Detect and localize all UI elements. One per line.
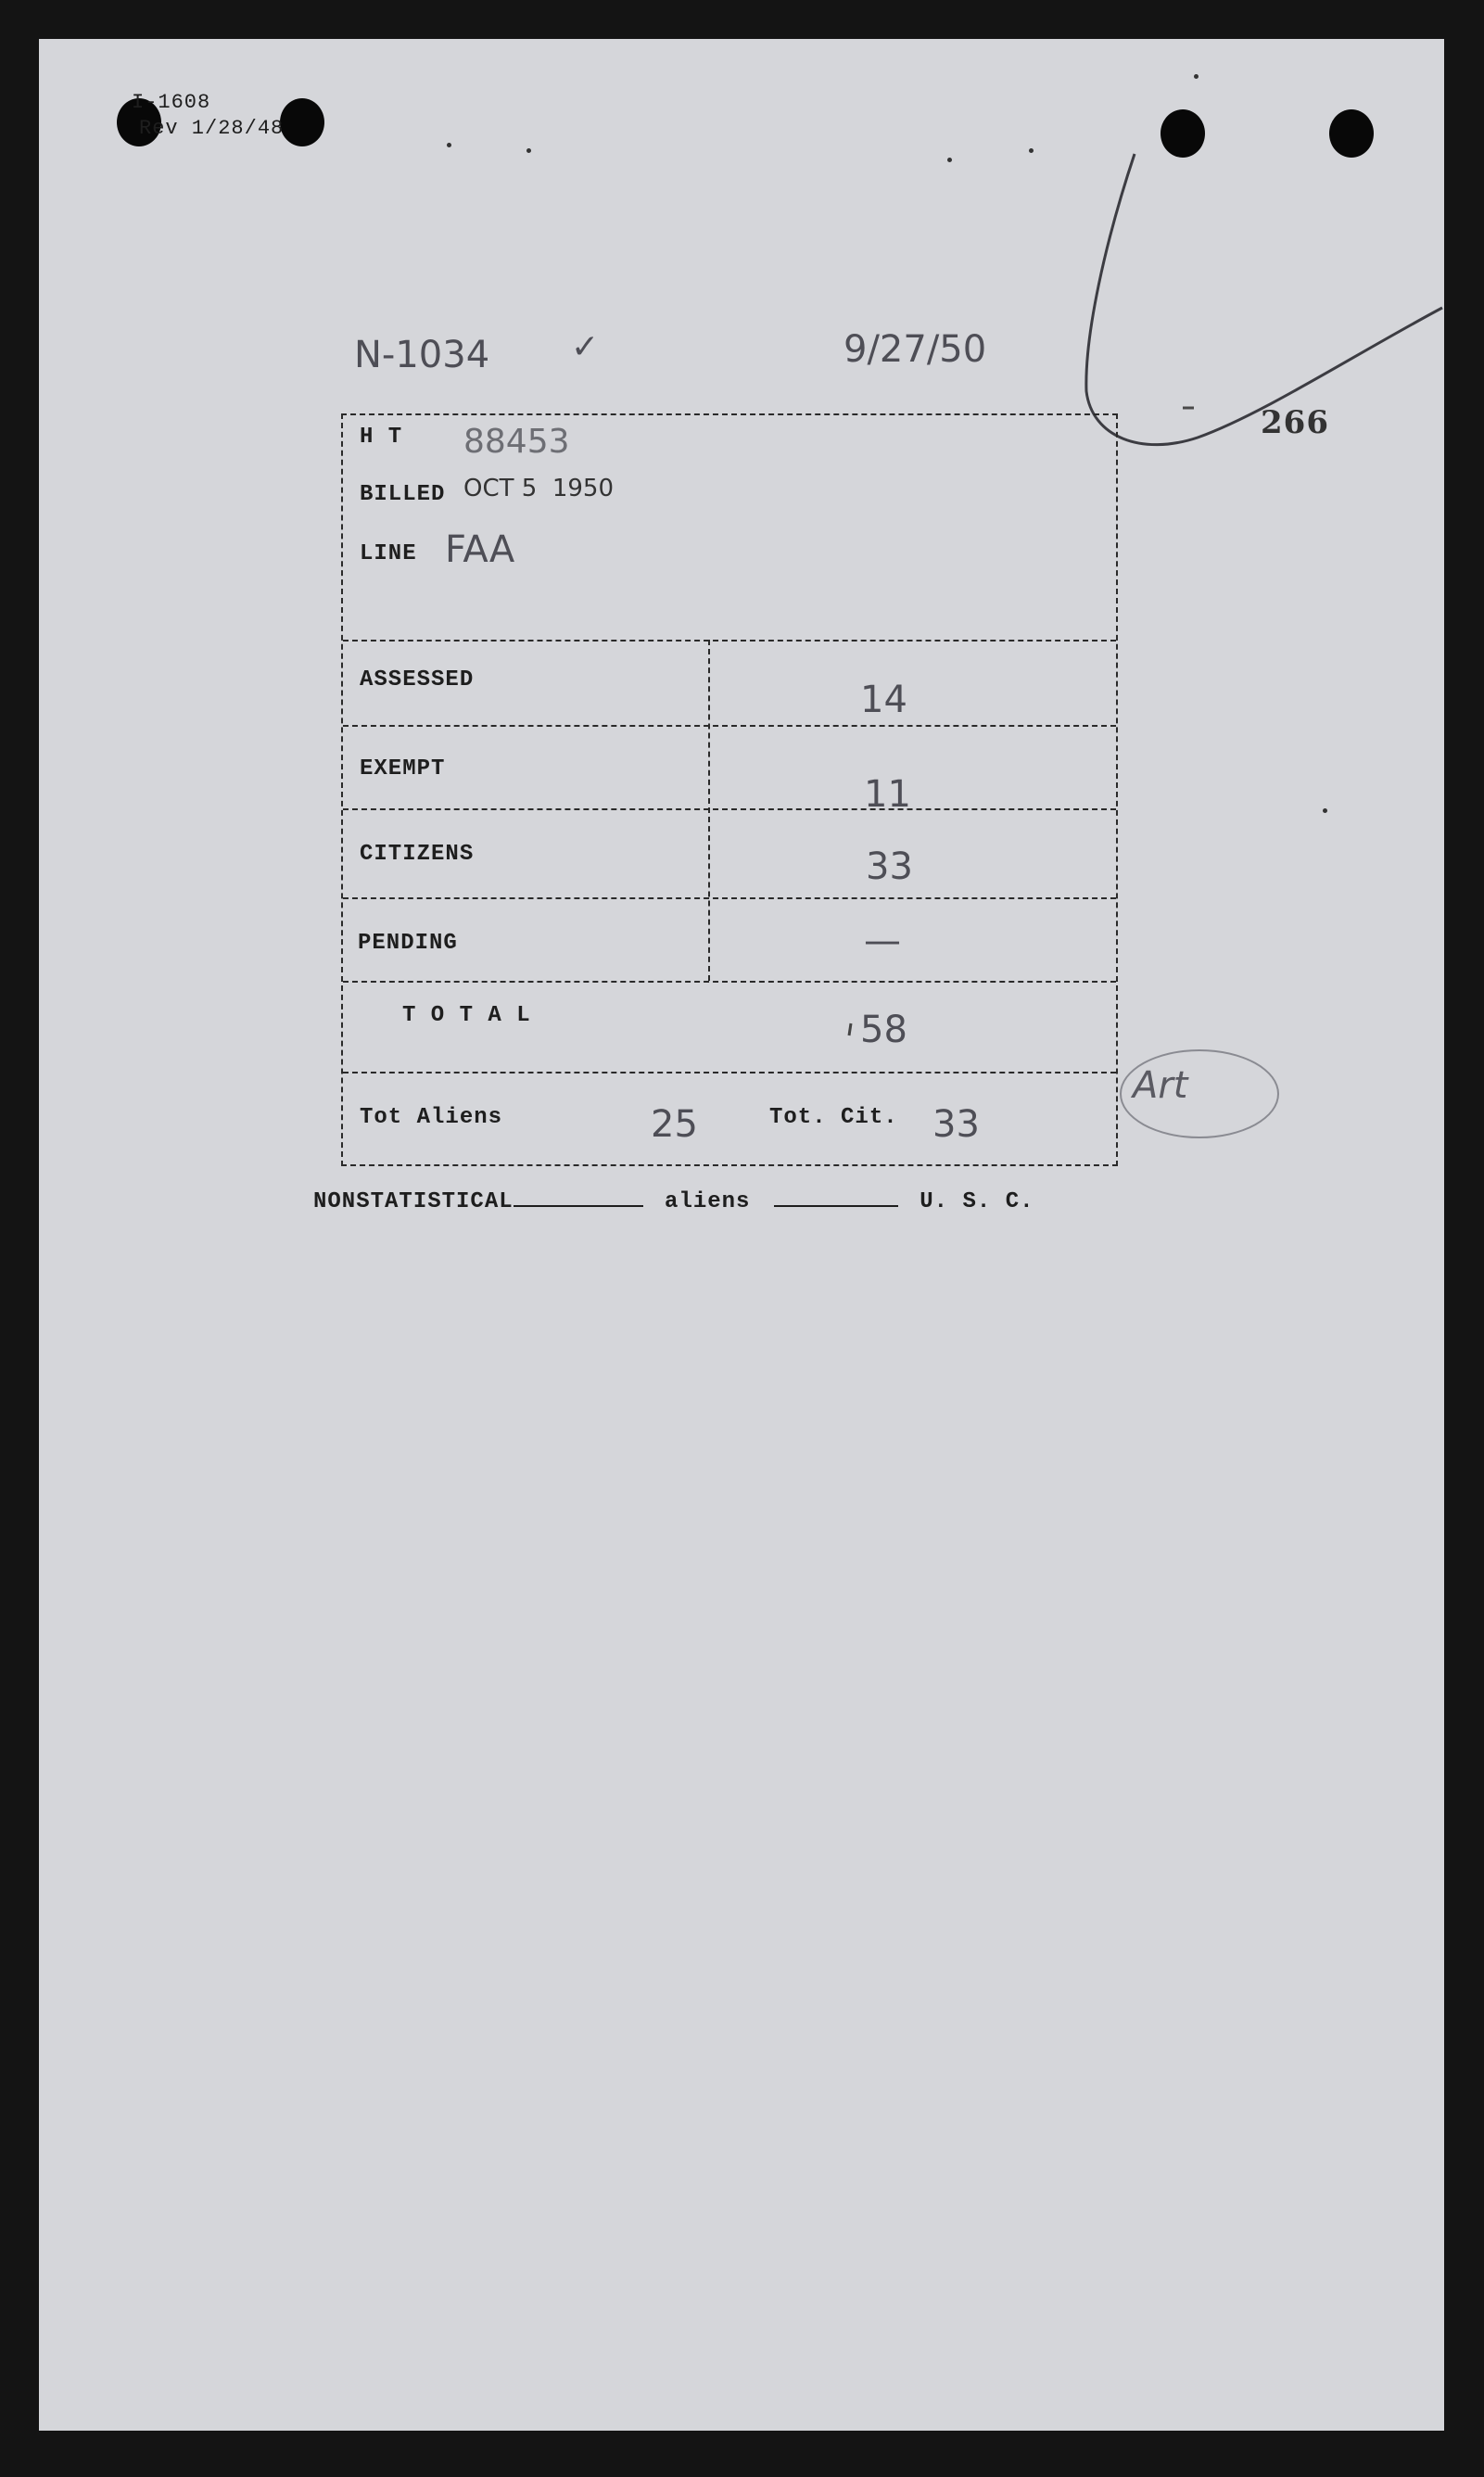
usc-label: U. S. C. xyxy=(920,1189,1034,1214)
ht-label: H T xyxy=(360,425,403,450)
nonstatistical-line xyxy=(313,1188,1034,1214)
aliens-label: aliens xyxy=(665,1189,751,1214)
aliens-blank xyxy=(774,1188,898,1207)
form-revision: Rev 1/28/48 xyxy=(139,117,285,140)
billed-label: BILLED xyxy=(360,482,446,507)
line-value: FAA xyxy=(445,528,515,571)
form-number: I-1608 xyxy=(132,91,211,114)
total-value: 58 xyxy=(860,1009,907,1051)
assessed-label: ASSESSED xyxy=(360,667,475,692)
pencil-curve xyxy=(39,39,1444,2431)
initials: Art xyxy=(1133,1064,1188,1107)
file-number: N-1034 xyxy=(354,334,490,376)
header-date: 9/27/50 xyxy=(843,328,987,371)
file-checkmark: ✓ xyxy=(571,328,600,366)
document-page xyxy=(39,39,1444,2431)
line-label: LINE xyxy=(360,541,417,566)
total-label: T O T A L xyxy=(402,1003,531,1028)
total-aliens-label: Tot Aliens xyxy=(360,1105,503,1130)
citizens-value: 33 xyxy=(866,845,913,888)
assessed-value: 14 xyxy=(860,679,907,721)
nonstat-blank xyxy=(514,1188,643,1207)
page-number: 266 xyxy=(1261,404,1329,441)
nonstat-label: NONSTATISTICAL xyxy=(313,1189,514,1214)
total-citizens-label: Tot. Cit. xyxy=(769,1105,898,1130)
pending-value: — xyxy=(864,920,901,962)
total-aliens-value: 25 xyxy=(651,1103,698,1146)
tally-form xyxy=(341,413,1118,1166)
exempt-value: 11 xyxy=(864,773,911,816)
total-citizens-value: 33 xyxy=(932,1103,980,1146)
citizens-label: CITIZENS xyxy=(360,842,475,867)
billed-value: OCT 5 1950 xyxy=(463,475,615,502)
pending-label: PENDING xyxy=(358,931,458,956)
exempt-label: EXEMPT xyxy=(360,756,446,781)
ht-value: 88453 xyxy=(463,423,570,461)
